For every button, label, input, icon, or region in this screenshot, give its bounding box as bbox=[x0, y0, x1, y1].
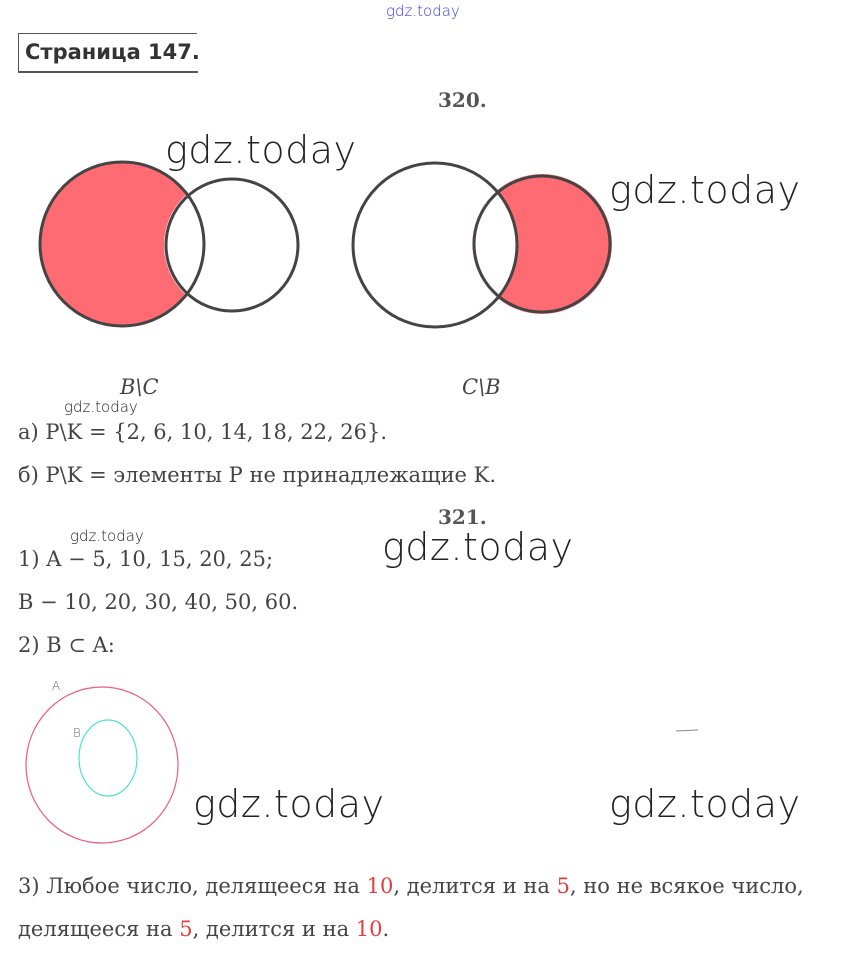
line-4-text-1: 3) Любое число, делящееся на bbox=[18, 874, 367, 898]
task-321-line-4 bbox=[18, 874, 804, 898]
line-4-text-2: , делится и на bbox=[393, 874, 557, 898]
venn-c-minus-b bbox=[353, 160, 630, 330]
line-4-text-3: , но не всякое число, bbox=[569, 874, 804, 898]
line-5-num-10: 10 bbox=[355, 917, 383, 941]
page-label: Страница 147. bbox=[25, 40, 200, 64]
caption-b-minus-c: B\C bbox=[120, 375, 159, 399]
circle-b bbox=[79, 720, 137, 796]
task-321-number: 321. bbox=[438, 505, 487, 529]
task-321-line-2: B − 10, 20, 30, 40, 50, 60. bbox=[18, 590, 299, 614]
task-320-line-a: а) P\K = {2, 6, 10, 14, 18, 22, 26}. bbox=[18, 420, 388, 444]
watermark-6: gdz.today bbox=[193, 782, 385, 826]
label-set-b: B bbox=[73, 726, 81, 740]
line-5-text-2: , делится и на bbox=[192, 917, 356, 941]
watermark-5: gdz.today bbox=[382, 525, 574, 569]
caption-c-minus-b: C\B bbox=[462, 375, 501, 399]
watermark-4: gdz.today bbox=[70, 527, 144, 545]
line-5-text-3: . bbox=[382, 917, 390, 941]
task-320-line-b: б) P\K = элементы P не принадлежащие K. bbox=[18, 463, 497, 487]
line-5-text-1: делящееся на bbox=[18, 917, 180, 941]
watermark-2: gdz.today bbox=[609, 168, 801, 212]
label-set-a: A bbox=[52, 679, 61, 693]
stray-mark bbox=[676, 730, 698, 731]
line-4-num-10: 10 bbox=[366, 874, 394, 898]
venn-b-minus-c bbox=[30, 150, 300, 340]
line-5-num-5: 5 bbox=[179, 917, 193, 941]
watermark-top: gdz.today bbox=[386, 2, 460, 20]
watermark-3: gdz.today bbox=[64, 398, 138, 416]
task-321-line-3: 2) B ⊂ A: bbox=[18, 633, 115, 657]
watermark-7: gdz.today bbox=[609, 782, 801, 826]
task-321-line-1: 1) A − 5, 10, 15, 20, 25; bbox=[18, 547, 274, 571]
circle-a bbox=[26, 687, 178, 843]
watermark-1: gdz.today bbox=[165, 128, 357, 172]
line-4-num-5: 5 bbox=[556, 874, 570, 898]
task-321-line-5 bbox=[18, 917, 389, 941]
task-320-number: 320. bbox=[438, 88, 487, 112]
